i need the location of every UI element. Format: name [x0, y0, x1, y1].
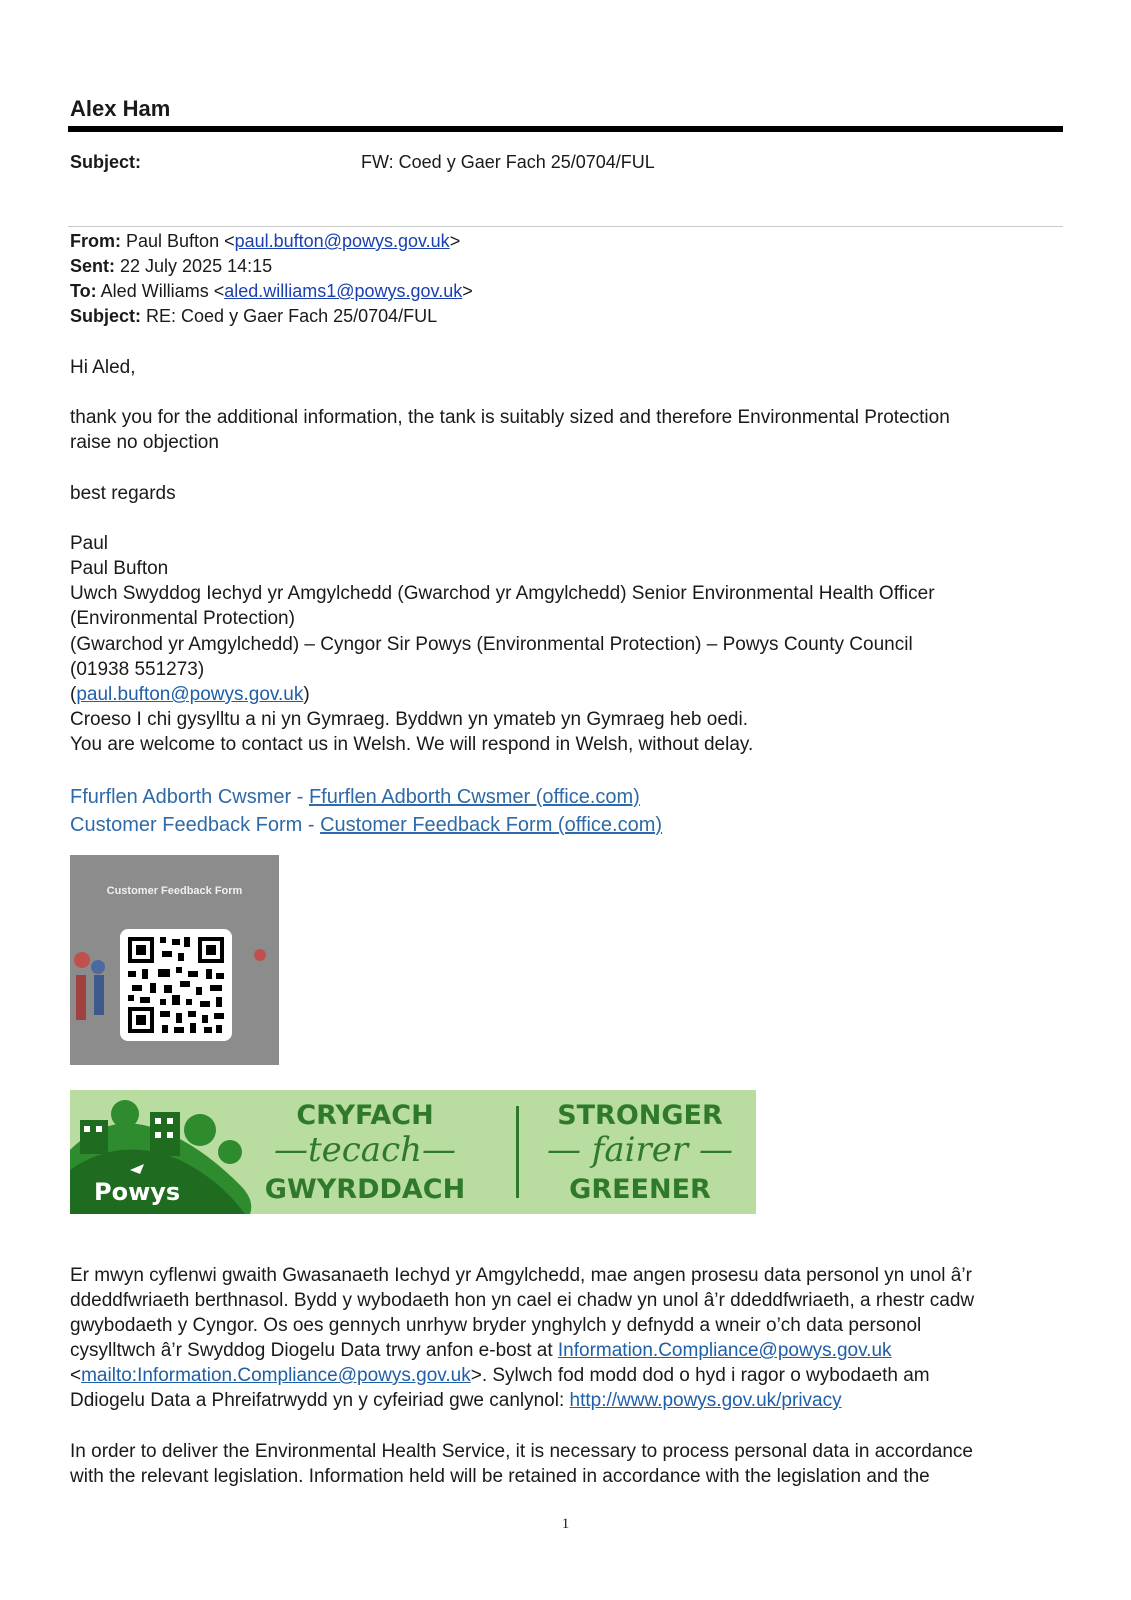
feedback-welsh-text: Ffurflen Adborth Cwsmer -: [70, 786, 309, 808]
page-number: 1: [561, 1516, 570, 1532]
privacy-url-link[interactable]: http://www.powys.gov.uk/privacy: [569, 1390, 842, 1411]
banner-english-top: STRONGER: [557, 1100, 723, 1131]
subject-label: Subject:: [70, 152, 142, 172]
feedback-welsh-link[interactable]: Ffurflen Adborth Cwsmer (office.com): [308, 786, 640, 808]
sent-value: 22 July 2025 14:15: [120, 256, 273, 276]
sent-line: [70, 254, 272, 279]
to-close: >: [462, 281, 473, 301]
qr-title: Customer Feedback Form: [106, 885, 243, 897]
feedback-welsh-line: [70, 786, 640, 809]
compliance-mailto-link[interactable]: mailto:Information.Compliance@powys.gov.uk: [81, 1365, 471, 1386]
banner-welsh-top: CRYFACH: [296, 1100, 434, 1131]
feedback-english-text: Customer Feedback Form -: [70, 814, 321, 836]
greeting: Hi Aled,: [70, 357, 136, 378]
sent-label: Sent:: [70, 256, 115, 276]
privacy-welsh-line-5-text: >. Sylwch fod modd dod o hyd i ragor o wybodaeth am: [470, 1365, 930, 1386]
signature-first: Paul: [70, 533, 109, 554]
email-open: (: [70, 684, 77, 705]
email-subject-line: [70, 304, 437, 329]
privacy-english-line-1: In order to deliver the Environmental Health Service, it is necessary to process personal data in accordance: [70, 1441, 973, 1462]
from-line: [70, 229, 460, 254]
privacy-welsh-line-6: [70, 1388, 1060, 1414]
signature-full: Paul Bufton: [70, 558, 169, 579]
banner-english-bottom: GREENER: [569, 1174, 711, 1205]
qr-code-icon: [120, 929, 232, 1041]
email-close: ): [303, 684, 310, 705]
powys-logo-text: Powys: [94, 1178, 181, 1206]
privacy-welsh-line-4-text: cysylltwch â’r Swyddog Diogelu Data trwy anfon e-bost at: [70, 1340, 558, 1361]
privacy-welsh-line-6-text: Ddiogelu Data a Phreifatrwydd yn y cyfeiriad gwe canlynol:: [70, 1390, 570, 1411]
powys-banner: [70, 1090, 756, 1214]
message-line-1: thank you for the additional information, the tank is suitably sized and therefore Environmental Protection: [70, 407, 950, 428]
privacy-welsh-line-1: Er mwyn cyflenwi gwaith Gwasanaeth Iechyd yr Amgylchedd, mae angen prosesu data personol yn unol â’r: [70, 1265, 972, 1286]
banner-welsh-mid: —tecach—: [273, 1130, 457, 1170]
job-title-line-2: (Environmental Protection): [70, 608, 295, 629]
signature-email-link[interactable]: paul.bufton@powys.gov.uk: [76, 684, 304, 705]
banner-divider: [516, 1106, 519, 1198]
feedback-english-link[interactable]: Customer Feedback Form (office.com): [320, 814, 663, 836]
email-subject-value: RE: Coed y Gaer Fach 25/0704/FUL: [146, 306, 438, 326]
job-title-line-1: Uwch Swyddog Iechyd yr Amgylchedd (Gwarchod yr Amgylchedd) Senior Environmental Health Officer: [70, 583, 935, 604]
banner-welsh-bottom: GWYRDDACH: [264, 1174, 466, 1205]
regards: best regards: [70, 483, 176, 504]
welsh-welcome: Croeso I chi gysylltu a ni yn Gymraeg. Byddwn yn ymateb yn Gymraeg heb oedi.: [70, 709, 748, 730]
qr-code: [120, 929, 232, 1041]
english-welcome: You are welcome to contact us in Welsh. We will respond in Welsh, without delay.: [70, 734, 754, 755]
to-email-link[interactable]: aled.williams1@powys.gov.uk: [224, 281, 463, 301]
from-name: Paul Bufton <: [126, 231, 235, 251]
header-rule: [68, 126, 1063, 132]
subject-value: FW: Coed y Gaer Fach 25/0704/FUL: [361, 152, 655, 172]
feedback-qr-card[interactable]: [70, 855, 279, 1065]
mailto-open: <: [70, 1365, 82, 1386]
separator-rule: [68, 226, 1063, 227]
privacy-english-line-2: with the relevant legislation. Information held will be retained in accordance with the legislation and the: [70, 1466, 930, 1487]
privacy-welsh-line-5: [70, 1363, 1060, 1389]
feedback-english-line: [70, 814, 662, 837]
to-line: [70, 279, 473, 304]
compliance-email-link[interactable]: Information.Compliance@powys.gov.uk: [557, 1340, 892, 1361]
privacy-welsh-line-2: ddeddfwriaeth berthnasol. Bydd y wybodaeth hon yn cael ei chadw yn unol â’r ddeddfwriaeth, a rhestr cadw: [70, 1290, 975, 1311]
from-email-link[interactable]: paul.bufton@powys.gov.uk: [234, 231, 450, 251]
email-subject-label: Subject:: [70, 306, 142, 326]
from-close: >: [449, 231, 461, 251]
signature-email-line: [70, 682, 1060, 708]
recipient-name: Alex Ham: [70, 96, 171, 121]
phone-number: (01938 551273): [70, 659, 205, 680]
to-label: To:: [70, 281, 97, 301]
organisation-line: (Gwarchod yr Amgylchedd) – Cyngor Sir Powys (Environmental Protection) – Powys County Council: [70, 634, 913, 655]
to-name: Aled Williams <: [100, 281, 225, 301]
from-label: From:: [70, 231, 121, 251]
message-line-2: raise no objection: [70, 432, 219, 453]
privacy-welsh-line-3: gwybodaeth y Cyngor. Os oes gennych unrhyw bryder ynghylch y defnydd a wneir o’ch data personol: [70, 1315, 922, 1336]
banner-english-mid: — fairer —: [547, 1130, 733, 1170]
privacy-welsh-line-4: [70, 1338, 1060, 1364]
